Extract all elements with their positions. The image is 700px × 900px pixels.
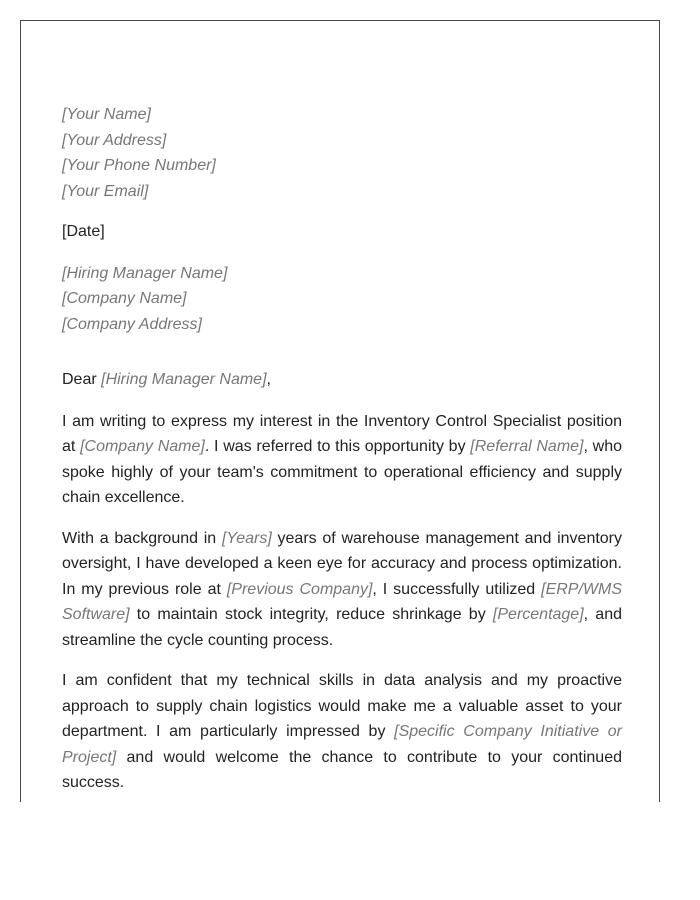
sender-phone: [Your Phone Number] <box>62 157 216 174</box>
sender-block <box>62 102 622 204</box>
recipient-company: [Company Name] <box>62 290 187 307</box>
p2-text-4: to maintain stock integrity, reduce shrinkage by <box>129 606 493 623</box>
p1-text-1: I am writing to express my interest in the Inventory Control Specialist position at <box>62 412 622 455</box>
p2-text-1: With a background in <box>62 529 222 547</box>
p3-text-1: I am confident that my technical skills in data analysis and my proactive approach to supply chain logistics would make me a valuable asset to your department. I am particularly impressed by <box>62 672 622 740</box>
p2-placeholder-percentage: [Percentage] <box>492 606 584 623</box>
p2-text-3: , I successfully utilized <box>372 580 542 598</box>
recipient-manager: [Hiring Manager Name] <box>62 264 228 282</box>
p2-placeholder-previous-company: [Previous Company] <box>226 580 373 598</box>
p3-placeholder-initiative: [Specific Company Initiative or Project] <box>62 723 622 766</box>
paragraph-background <box>62 526 622 654</box>
p1-placeholder-referral: [Referral Name] <box>470 438 584 455</box>
p1-text-3: , who spoke highly of your team's commitment to operational efficiency and supply chain excellence. <box>62 438 623 506</box>
p1-placeholder-company: [Company Name] <box>80 438 205 455</box>
salutation-name: [Hiring Manager Name] <box>101 371 267 388</box>
p2-placeholder-software: [ERP/WMS Software] <box>62 580 623 623</box>
p1-text-2: . I was referred to this opportunity by <box>204 438 471 455</box>
recipient-address: [Company Address] <box>62 315 202 333</box>
salutation <box>62 367 622 393</box>
salutation-greeting: Dear <box>62 371 102 388</box>
letter-content <box>62 102 622 796</box>
p2-placeholder-years: [Years] <box>221 529 272 547</box>
paragraph-interest <box>62 409 622 511</box>
sender-email: [Your Email] <box>62 182 149 200</box>
salutation-punct: , <box>266 371 271 388</box>
p3-text-2: and would welcome the chance to contribute to your continued success. <box>62 748 622 791</box>
paragraph-confidence <box>62 668 622 796</box>
sender-address: [Your Address] <box>62 131 167 149</box>
p2-text-5: , and streamline the cycle counting process. <box>62 606 623 649</box>
letter-date: [Date] <box>62 223 105 240</box>
recipient-block <box>62 261 622 338</box>
sender-name: [Your Name] <box>62 106 151 123</box>
p2-text-2: years of warehouse management and inventory oversight, I have developed a keen eye for accuracy and process optimization. In my previous role at <box>62 529 623 598</box>
letter-page <box>20 20 660 802</box>
